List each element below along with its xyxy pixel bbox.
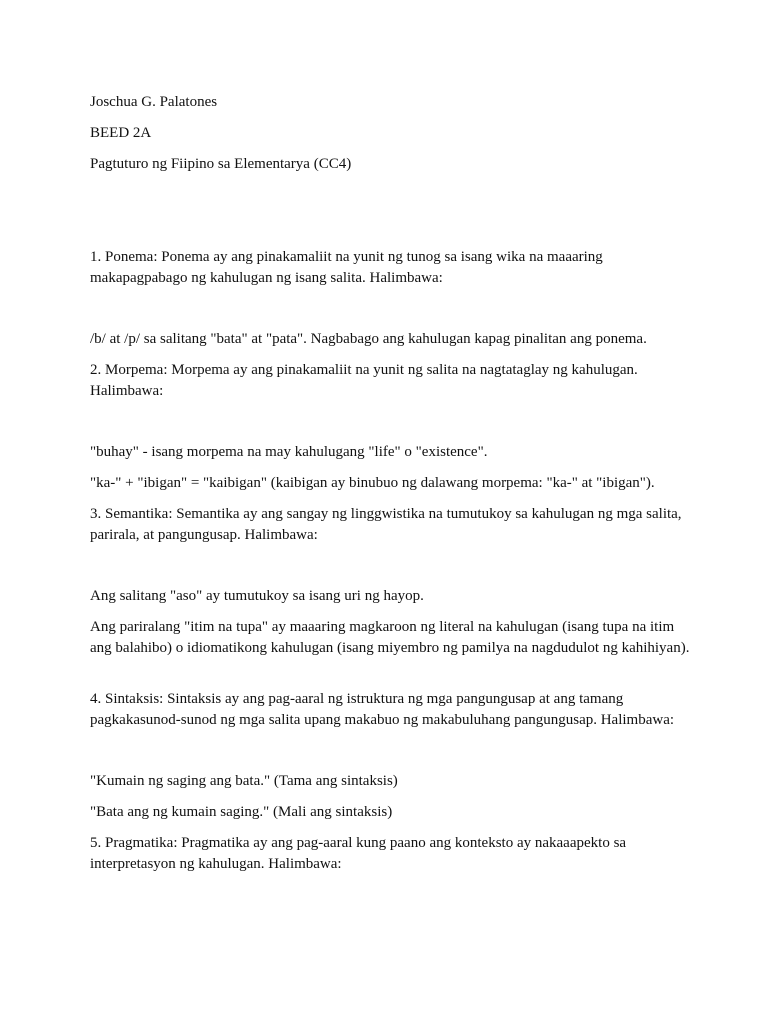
- item-1-example-1: /b/ at /p/ sa salitang "bata" at "pata". Nagbabago ang kahulugan kapag pinalitan ang ponema.: [90, 331, 647, 347]
- item-4-example-1: "Kumain ng saging ang bata." (Tama ang sintaksis): [90, 773, 398, 789]
- item-1-definition: 1. Ponema: Ponema ay ang pinakamaliit na yunit ng tunog sa isang wika na maaaring makapagpabago ng kahulugan ng isang salita. Halimbawa:: [90, 249, 603, 286]
- item-3-example-2: Ang pariralang "itim na tupa" ay maaaring magkaroon ng literal na kahulugan (isang tupa na itim ang balahibo) o idiomatikong kahulugan (isang miyembro ng pamilya na nagdudulot ng kahihiyan).: [90, 619, 690, 656]
- item-2-example-2: "ka-" + "ibigan" = "kaibigan" (kaibigan ay binubuo ng dalawang morpema: "ka-" at "ibigan").: [90, 475, 655, 491]
- item-5-definition: 5. Pragmatika: Pragmatika ay ang pag-aaral kung paano ang konteksto ay nakaaapekto sa interpretasyon ng kahulugan. Halimbawa:: [90, 835, 627, 872]
- section-label: BEED 2A: [90, 125, 152, 141]
- course-title: Pagtuturo ng Fiipino sa Elementarya (CC4): [90, 156, 352, 172]
- item-3-example-1: Ang salitang "aso" ay tumutukoy sa isang uri ng hayop.: [90, 588, 424, 604]
- item-2-example-1: "buhay" - isang morpema na may kahulugang "life" o "existence".: [90, 444, 488, 460]
- item-4-definition: 4. Sintaksis: Sintaksis ay ang pag-aaral ng istruktura ng mga pangungusap at ang tamang pagkakasunod-sunod ng mga salita upang makabuo ng makabuluhang pangungusap. Halimbawa:: [90, 691, 675, 728]
- item-4-example-2: "Bata ang ng kumain saging." (Mali ang sintaksis): [90, 804, 393, 820]
- item-3-definition: 3. Semantika: Semantika ay ang sangay ng linggwistika na tumutukoy sa kahulugan ng mga salita, parirala, at pangungusap. Halimbawa:: [90, 506, 682, 543]
- item-2-definition: 2. Morpema: Morpema ay ang pinakamaliit na yunit ng salita na nagtataglay ng kahulugan. Halimbawa:: [90, 362, 638, 399]
- author-name: Joschua G. Palatones: [90, 94, 218, 110]
